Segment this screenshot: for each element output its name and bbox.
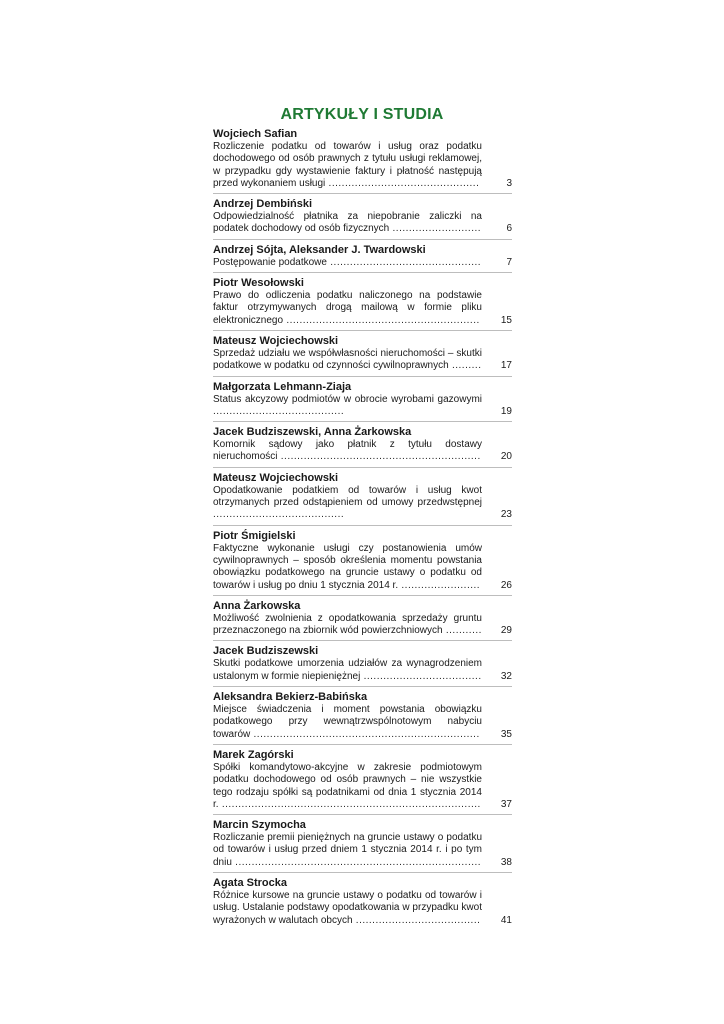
toc-article-title — [213, 762, 482, 811]
toc-author: Anna Żarkowska — [213, 599, 301, 612]
toc-article-text: Spółki komandytowo-akcyjne w zakresie podmiotowym podatku dochodowego od osób prawnych – nie wszystkie tego rodzaju spółki są podatnikami od dnia 1 stycznia 2014 r. — [213, 761, 482, 810]
toc-entry — [213, 277, 512, 331]
toc-article-title — [213, 543, 482, 592]
dot-leader: ......... — [448, 360, 482, 372]
toc-page-number: 26 — [500, 579, 512, 591]
toc-entry — [213, 198, 512, 240]
toc-article-title — [213, 290, 482, 327]
dot-leader: ........... — [442, 625, 482, 637]
toc-article-title — [213, 211, 482, 236]
toc-article-title — [213, 394, 482, 419]
toc-row — [213, 832, 512, 869]
toc-author: Marcin Szymocha — [213, 819, 306, 832]
toc-entry — [213, 691, 512, 745]
toc-article-title — [213, 704, 482, 741]
toc-article-title — [213, 257, 482, 269]
toc-page-number: 23 — [500, 509, 512, 521]
page-title: ARTYKUŁY I STUDIA — [280, 106, 444, 123]
toc-entry — [213, 749, 512, 815]
toc-entry — [213, 530, 512, 596]
toc-entry — [213, 472, 512, 526]
dot-leader: .............................................. — [325, 177, 480, 189]
toc-row — [213, 613, 512, 638]
toc-author: Aleksandra Bekierz-Babińska — [213, 691, 368, 704]
toc-page-number: 6 — [506, 223, 512, 235]
toc-article-text: Rozliczanie premii pieniężnych na gruncie ustawy o podatku od towarów i usług przed dniem 1 stycznia 2014 r. i po tym dniu — [213, 832, 482, 868]
toc-article-title — [213, 348, 482, 373]
toc-row — [213, 290, 512, 327]
dot-leader: ........................................ — [213, 509, 345, 521]
toc-entry — [213, 335, 512, 377]
toc-author: Piotr Wesołowski — [213, 277, 304, 290]
toc-article-text: Możliwość zwolnienia z opodatkowania sprzedaży gruntu przeznaczonego na zbiornik wód powierzchniowych — [213, 612, 482, 637]
dot-leader: .................................... — [360, 670, 482, 682]
toc-page-number: 7 — [506, 256, 512, 268]
dot-leader: ...................................... — [352, 914, 481, 926]
dot-leader: ............................................................. — [277, 451, 481, 463]
toc-author: Małgorzata Lehmann-Ziaja — [213, 380, 352, 393]
toc-article-text: Odpowiedzialność płatnika za niepobranie zaliczki na podatek dochodowy od osób fizycznych — [213, 211, 482, 235]
dot-leader: ..................................................................... — [250, 728, 480, 740]
toc-entry — [213, 128, 512, 194]
toc-row — [213, 890, 512, 927]
toc-article-title — [213, 439, 482, 464]
table-of-contents — [213, 128, 512, 934]
toc-row — [213, 762, 512, 811]
toc-author: Jacek Budziszewski, Anna Żarkowska — [213, 426, 412, 439]
toc-page-number: 19 — [500, 405, 512, 417]
toc-article-title — [213, 485, 482, 522]
toc-author: Andrzej Sójta, Aleksander J. Twardowski — [213, 243, 426, 256]
toc-article-title — [213, 141, 482, 190]
toc-row — [213, 658, 512, 683]
toc-row — [213, 439, 512, 464]
dot-leader: ............................................................................... — [218, 798, 481, 810]
toc-entry — [213, 244, 512, 273]
toc-page-number: 41 — [500, 914, 512, 926]
dot-leader: ........................................................... — [283, 314, 480, 326]
toc-author: Mateusz Wojciechowski — [213, 471, 339, 484]
toc-article-text: Komornik sądowy jako płatnik z tytułu dostawy nieruchomości — [213, 439, 482, 463]
toc-page-number: 32 — [500, 670, 512, 682]
toc-article-text: Skutki podatkowe umorzenia udziałów za wynagrodzeniem ustalonym w formie niepieniężnej — [213, 658, 482, 682]
toc-entry — [213, 426, 512, 468]
toc-row — [213, 704, 512, 741]
toc-entry — [213, 819, 512, 873]
toc-entry — [213, 877, 512, 930]
toc-row — [213, 141, 512, 190]
dot-leader: ........................ — [398, 579, 481, 591]
toc-author: Marek Zagórski — [213, 748, 294, 761]
dot-leader: ........................................ — [213, 405, 345, 417]
dot-leader: .............................................. — [326, 256, 482, 268]
toc-page-number: 20 — [500, 451, 512, 463]
toc-page-number: 17 — [500, 360, 512, 372]
toc-row — [213, 485, 512, 522]
toc-author: Mateusz Wojciechowski — [213, 334, 339, 347]
toc-article-text: Rozliczenie podatku od towarów i usług oraz podatku dochodowego od osób prawnych z tytułu usługi reklamowej, w przypadku gdy wystawienie faktury i płatność następują przed wykonaniem usługi — [213, 141, 482, 189]
toc-article-title — [213, 658, 482, 683]
dot-leader: ........................... — [389, 223, 482, 235]
toc-page-number: 38 — [500, 856, 512, 868]
toc-page-number: 35 — [500, 728, 512, 740]
toc-article-text: Status akcyzowy podmiotów w obrocie wyrobami gazowymi — [213, 393, 482, 405]
toc-row — [213, 348, 512, 373]
toc-article-text: Opodatkowanie podatkiem od towarów i usług kwot otrzymanych przed odstąpieniem od umowy przedwstępnej — [213, 484, 482, 509]
toc-article-text: Różnice kursowe na gruncie ustawy o podatku od towarów i usług. Ustalanie podstawy opodatkowania w przypadku kwot wyrażonych w walutach obcych — [213, 889, 482, 926]
toc-article-title — [213, 890, 482, 927]
toc-article-text: Miejsce świadczenia i moment powstania obowiązku podatkowego przy wewnątrzwspólnotowym nabyciu towarów — [213, 704, 482, 740]
toc-page-number: 29 — [500, 625, 512, 637]
toc-article-title — [213, 832, 482, 869]
toc-page-number: 37 — [500, 798, 512, 810]
toc-article-text: Prawo do odliczenia podatku naliczonego na podstawie faktur otrzymywanych drogą mailową w formie pliku elektronicznego — [213, 290, 482, 326]
toc-article-text: Sprzedaż udziału we współwłasności nieruchomości – skutki podatkowe w podatku od czynności cywilnoprawnych — [213, 347, 482, 372]
toc-author: Agata Strocka — [213, 876, 287, 889]
toc-page-number: 15 — [500, 314, 512, 326]
toc-row — [213, 257, 512, 269]
toc-entry — [213, 381, 512, 423]
toc-author: Jacek Budziszewski — [213, 645, 319, 658]
toc-article-text: Faktyczne wykonanie usługi czy postanowienia umów cywilnoprawnych – sposób określenia momentu powstania obowiązku podatkowego na gruncie ustawy o podatku od towarów i usług po dniu 1 stycznia 2014 r. — [213, 542, 482, 591]
toc-author: Andrzej Dembiński — [213, 198, 313, 211]
toc-row — [213, 543, 512, 592]
dot-leader: ........................................................................... — [231, 856, 482, 868]
toc-article-title — [213, 613, 482, 638]
toc-article-text: Postępowanie podatkowe — [213, 256, 327, 268]
toc-author: Wojciech Safian — [213, 128, 298, 140]
toc-page-number: 3 — [506, 177, 512, 189]
toc-row — [213, 211, 512, 236]
toc-entry — [213, 600, 512, 642]
toc-author: Piotr Śmigielski — [213, 529, 296, 542]
toc-row — [213, 394, 512, 419]
toc-entry — [213, 645, 512, 687]
